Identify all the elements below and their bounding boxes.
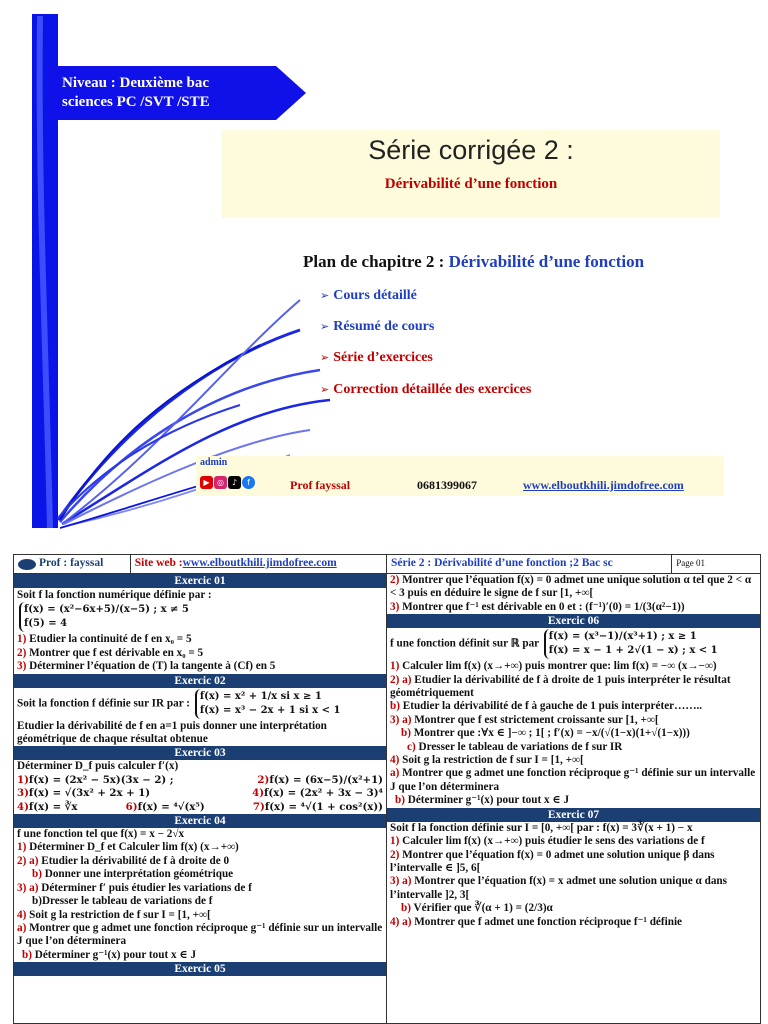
arrow-icon: ➢ <box>320 289 330 302</box>
plan-item-correction[interactable] <box>320 382 531 398</box>
exercise-03-item-7 <box>253 801 383 814</box>
exercise-04-q2b <box>14 868 386 881</box>
question-text: Déterminer l’équation de (T) la tangente à (Cf) en 5 <box>26 660 276 673</box>
page-subtitle: Dérivabilité d’une fonction <box>384 176 558 192</box>
exercise-06-case-2: f(x) = x − 1 + 2√(1 − x) ; x < 1 <box>548 645 718 657</box>
exercise-02-case-1: f(x) = x² + 1/x si x ≥ 1 <box>199 690 322 702</box>
question-number: 4) <box>390 754 400 767</box>
header-level: 2 Bac sc <box>573 557 613 570</box>
header-prof <box>14 555 131 573</box>
question-number: 3) <box>390 600 400 613</box>
question-number: b) <box>22 948 32 961</box>
exercise-04-q3 <box>14 882 386 895</box>
question-number: 6) <box>125 800 138 813</box>
exercise-06-q3 <box>387 714 760 727</box>
question-text: Etudier la dérivabilité de f à droite de 1 puis interpréter le résultat géométriquement <box>390 673 731 700</box>
function-formula: f(x) = ∛x <box>28 800 78 813</box>
question-text: Déterminer D_f et Calculer lim f(x) (x→+∞) <box>26 841 239 854</box>
question-number: 4) a) <box>390 915 412 928</box>
question-number: 4) <box>252 787 265 800</box>
question-number: 2) <box>257 773 270 786</box>
question-number: b) <box>401 727 411 740</box>
question-number: 3) <box>17 660 27 673</box>
level-label <box>62 74 210 112</box>
question-number: a) <box>17 921 27 934</box>
question-number: 2) a) <box>17 854 39 867</box>
right-column <box>387 574 760 1024</box>
exercise-03-row-1 <box>14 774 386 787</box>
exercise-03-item-2 <box>257 774 383 787</box>
question-number: 2) <box>390 848 400 861</box>
header-site <box>131 555 387 573</box>
prof-name: Prof fayssal <box>290 478 351 492</box>
question-text: Calculer lim f(x) (x→+∞) puis étudier le sens des variations de f <box>399 835 705 848</box>
exercise-03-item-6 <box>126 801 205 814</box>
exercise-04-q4b <box>14 949 386 962</box>
exercise-02-system <box>195 689 344 719</box>
header-site-link[interactable]: www.elboutkhili.jimdofree.com <box>182 557 337 570</box>
exercise-06-q2 <box>387 674 760 701</box>
exercise-05-title: Exercic 05 <box>14 962 386 976</box>
exercise-06-q1 <box>387 660 760 673</box>
plan-item-label: Résumé de cours <box>333 319 435 334</box>
header-serie-text: Série 2 : Dérivabilité d’une fonction ; <box>391 557 574 570</box>
exercise-03-item-3 <box>17 787 150 800</box>
exercise-06-q4b <box>387 794 760 807</box>
social-links <box>200 476 255 489</box>
header-serie <box>387 555 672 573</box>
exercise-06-q3c <box>387 741 760 754</box>
exercise-02-text: Etudier la dérivabilité de f en a=1 puis donner une interprétation géométrique de chaque résultat obtenue <box>17 719 327 746</box>
exercise-06-q3b <box>387 727 760 740</box>
plan-item-label: Correction détaillée des exercices <box>333 382 532 397</box>
exercise-04-q2 <box>14 855 386 868</box>
exercise-04-q4a <box>14 922 386 949</box>
function-formula: f(x) = (2x² − 5x)(3x − 2) ; <box>28 773 174 786</box>
exercise-06-intro-text: f une fonction définit sur ℝ par <box>390 637 539 650</box>
header-site-label: Site web : <box>134 557 183 570</box>
exercise-01-system <box>19 602 192 632</box>
plan-item-cours[interactable] <box>320 288 417 304</box>
page-header <box>14 555 760 574</box>
exercise-07-title: Exercic 07 <box>387 808 760 822</box>
question-text: Vérifier que ∛(α + 1) = (2/3)α <box>410 902 553 915</box>
arrow-icon: ➢ <box>320 320 330 333</box>
question-number: b) <box>401 902 411 915</box>
plan-item-resume[interactable] <box>320 319 434 335</box>
question-number: 1) <box>390 660 400 673</box>
header-page: Page 01 <box>676 558 705 569</box>
question-text: Soit g la restriction de f sur I = [1, +∞[ <box>26 908 211 921</box>
question-number: 2) <box>17 646 27 659</box>
question-text: Montrer que l’équation f(x) = x admet une solution unique α dans l’intervalle ]2, 3[ <box>390 875 727 901</box>
function-formula: f(x) = √(3x² + 2x + 1) <box>28 787 151 800</box>
question-number: 1) <box>17 633 27 646</box>
exercise-07-q1 <box>387 835 760 848</box>
question-text: Montrer que f⁻¹ est dérivable en 0 et : (f⁻¹)′(0) = 1/(3(α²−1)) <box>399 600 685 613</box>
question-number: 1) <box>17 773 29 786</box>
question-number: 1) <box>390 835 400 848</box>
left-column <box>14 574 387 1024</box>
exercise-01-intro-text: Soit f la fonction numérique définie par : <box>17 589 212 601</box>
function-formula: f(x) = (6x−5)/(x²+1) <box>269 773 383 786</box>
exercise-06-q2b <box>387 700 760 713</box>
level-line-1: Niveau : Deuxième bac <box>62 75 210 91</box>
question-text: Montrer que g admet une fonction réciproque g⁻¹ définie sur un intervalle J que l’on déterminera <box>390 767 756 793</box>
plan-topic: Dérivabilité d’une fonction <box>448 252 645 271</box>
exercise-07-intro: Soit f la fonction définie sur I = [0, +∞[ par : f(x) = 3∛(x + 1) − x <box>390 821 693 834</box>
question-text: Soit g la restriction de f sur I = [1, +∞[ <box>399 754 584 767</box>
question-number: 3) a) <box>17 881 39 894</box>
exercise-04-intro: f une fonction tel que f(x) = x − 2√x <box>17 828 185 841</box>
function-formula: f(x) = (2x² + 3x − 3)⁴ <box>264 787 383 800</box>
exercise-03-item-5 <box>17 801 77 814</box>
function-formula: f(x) = ⁴√(x⁵) <box>137 800 205 813</box>
exercise-06-title: Exercic 06 <box>387 614 760 628</box>
question-number: 2) <box>390 574 400 586</box>
exercise-03-row-3 <box>14 801 386 814</box>
page-title: Série corrigée 2 : <box>368 135 574 165</box>
question-text: Etudier la dérivabilité de f à gauche de 1 puis interpréter…….. <box>399 700 703 713</box>
plan-item-label: Série d’exercices <box>333 350 433 365</box>
exercise-04-q4 <box>14 909 386 922</box>
exercise-04-title: Exercic 04 <box>14 814 386 828</box>
exercise-page <box>13 554 761 1024</box>
plan-prefix: Plan de chapitre 2 : <box>303 252 449 271</box>
question-text: Déterminer f′ puis étudier les variations de f <box>38 881 252 894</box>
question-text: Montrer que g admet une fonction réciproque g⁻¹ définie sur un intervalle J que l’on déterminera <box>17 921 383 948</box>
question-number: 4) <box>17 800 29 813</box>
website-link[interactable]: www.elboutkhili.jimdofree.com <box>523 478 684 492</box>
exercise-04-q3b: b)Dresser le tableau de variations de f <box>32 895 213 908</box>
exercise-01-case-1: f(x) = (x²−6x+5)/(x−5) ; x ≠ 5 <box>24 604 189 616</box>
question-number: b) <box>32 868 42 881</box>
exercise-03-intro: Déterminer D_f puis calculer f′(x) <box>17 760 179 773</box>
question-number: 2) a) <box>390 673 412 686</box>
question-number: b) <box>390 700 400 713</box>
exercise-01-q2 <box>14 647 386 660</box>
exercise-01-title: Exercic 01 <box>14 574 386 588</box>
question-text: Montrer que l’équation f(x) = 0 admet une solution unique β dans l’intervalle ∈ ]5, 6[ <box>390 848 715 874</box>
plan-item-label: Cours détaillé <box>333 288 417 303</box>
exercise-06-q4a <box>387 767 760 794</box>
exercise-02-intro-text: Soit la fonction f définie sur IR par : <box>17 697 191 710</box>
question-number: 3) a) <box>390 713 412 726</box>
exercise-06-system <box>544 629 721 659</box>
function-formula: f(x) = ⁴√(1 + cos²(x)) <box>264 800 383 813</box>
question-text: Calculer lim f(x) (x→+∞) puis montrer que: lim f(x) = −∞ (x→−∞) <box>399 660 717 673</box>
question-number: c) <box>407 740 416 753</box>
exercise-03-item-1 <box>17 774 174 787</box>
exercise-07-q2 <box>387 849 760 876</box>
exercise-03-title: Exercic 03 <box>14 746 386 760</box>
exercise-07-q3b <box>387 902 760 915</box>
exercise-06-intro <box>387 628 760 660</box>
arrow-icon: ➢ <box>320 383 330 396</box>
plan-heading <box>303 252 644 272</box>
question-text: Montrer que :∀x ∈ ]−∞ ; 1[ ; f′(x) = −x/(√(1−x)(1+√(1−x))) <box>410 727 690 740</box>
exercise-06-q4 <box>387 754 760 767</box>
question-text: Déterminer g⁻¹(x) pour tout x ∈ J <box>31 948 197 961</box>
question-text: Déterminer g⁻¹(x) pour tout x ∈ J <box>404 794 570 807</box>
question-text: Montrer que l’équation f(x) = 0 admet une unique solution α tel que 2 < α < 3 puis en déduire le signe de f sur [1, +∞[ <box>390 574 752 600</box>
exercise-01-case-2: f(5) = 4 <box>24 618 68 630</box>
phone-number: 0681399067 <box>417 478 477 492</box>
exercise-03-row-2 <box>14 787 386 800</box>
exercise-01-q1 <box>14 633 386 646</box>
level-line-2: sciences PC /SVT /STE <box>62 94 210 110</box>
question-text: Donner une interprétation géométrique <box>41 868 234 881</box>
question-text: Etudier la dérivabilité de f à droite de 0 <box>38 854 230 867</box>
question-number: a) <box>390 767 400 780</box>
exercise-03-item-4 <box>252 787 383 800</box>
tiktok-icon[interactable]: ♪ <box>228 476 241 489</box>
question-number: 3) a) <box>390 875 412 888</box>
plan-item-serie[interactable] <box>320 350 433 366</box>
question-text: Montrer que f est dérivable en x₀ = 5 <box>26 646 204 659</box>
exercise-07-q4 <box>387 916 760 929</box>
instagram-icon[interactable]: ◎ <box>214 476 227 489</box>
exercise-02-title: Exercic 02 <box>14 674 386 688</box>
question-number: b) <box>395 794 405 807</box>
exercise-02-case-2: f(x) = x³ − 2x + 1 si x < 1 <box>199 704 341 716</box>
exercise-05-q3 <box>387 601 760 614</box>
question-number: 1) <box>17 841 27 854</box>
logo-icon <box>18 559 36 570</box>
facebook-icon[interactable]: f <box>242 476 255 489</box>
question-number: 4) <box>17 908 27 921</box>
exercise-01-intro <box>14 588 386 633</box>
admin-label: admin <box>200 457 228 468</box>
arrow-icon: ➢ <box>320 351 330 364</box>
question-number: 3) <box>17 787 29 800</box>
question-text: Montrer que f admet une fonction réciproque f⁻¹ définie <box>411 915 683 928</box>
exercise-02-intro <box>14 688 386 720</box>
exercise-04-q1 <box>14 841 386 854</box>
exercise-06-case-1: f(x) = (x³−1)/(x³+1) ; x ≥ 1 <box>548 631 697 643</box>
question-text: Montrer que f est strictement croissante sur [1, +∞[ <box>411 713 659 726</box>
exercise-01-q3 <box>14 660 386 673</box>
exercise-07-q3 <box>387 875 760 902</box>
header-prof-text: Prof : fayssal <box>39 557 104 570</box>
exercise-05-q2 <box>387 574 760 601</box>
question-number: 7) <box>252 800 265 813</box>
youtube-icon[interactable]: ▶ <box>200 476 213 489</box>
question-text: Etudier la continuité de f en x₀ = 5 <box>26 633 192 646</box>
question-text: Dresser le tableau de variations de f sur IR <box>415 740 623 753</box>
